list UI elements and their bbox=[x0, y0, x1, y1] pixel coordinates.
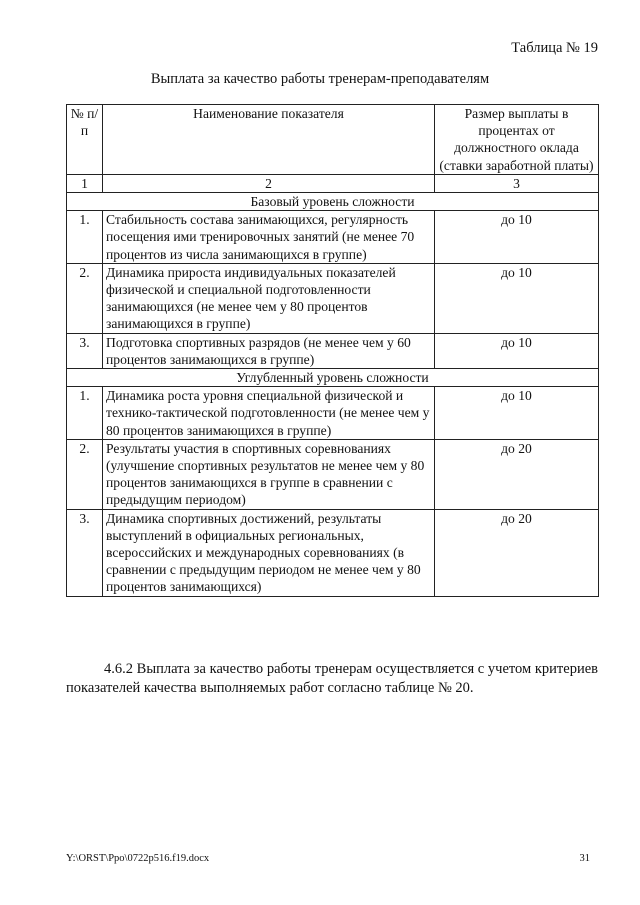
footer-file-path: Y:\ORST\Ppo\0722p516.f19.docx bbox=[66, 853, 210, 864]
section-title: Углубленный уровень сложности bbox=[67, 369, 599, 387]
table-row bbox=[67, 333, 599, 368]
row-number: 2. bbox=[67, 263, 103, 333]
header-num: № п/п bbox=[67, 105, 103, 175]
index-row bbox=[67, 174, 599, 192]
section-row-advanced bbox=[67, 369, 599, 387]
header-size: Размер выплаты в процентах от должностного оклада (ставки заработной платы) bbox=[435, 105, 599, 175]
table-number: Таблица № 19 bbox=[511, 40, 598, 56]
row-number: 1. bbox=[67, 211, 103, 264]
row-value: до 10 bbox=[435, 263, 599, 333]
row-indicator: Динамика роста уровня специальной физической и технико-тактической подготовленности (не менее чем у 80 процентов занимающихся в группе) bbox=[103, 387, 435, 440]
index-cell-1: 1 bbox=[67, 174, 103, 192]
row-value: до 20 bbox=[435, 439, 599, 509]
index-cell-3: 3 bbox=[435, 174, 599, 192]
section-title: Базовый уровень сложности bbox=[67, 193, 599, 211]
section-row-basic bbox=[67, 193, 599, 211]
body-paragraph: 4.6.2 Выплата за качество работы тренерам осуществляется с учетом критериев показателей качества выполняемых работ согласно таблице № 20. bbox=[66, 661, 598, 696]
row-number: 3. bbox=[67, 333, 103, 368]
row-indicator: Динамика спортивных достижений, результаты выступлений в официальных региональных, всероссийских и международных соревнованиях (в сравнении с предыдущим периодом не менее чем у 80 процентов занимающихся) bbox=[103, 509, 435, 596]
row-indicator: Динамика прироста индивидуальных показателей физической и специальной подготовленности занимающихся (не менее чем у 80 процентов занимающихся в группе) bbox=[103, 263, 435, 333]
row-number: 3. bbox=[67, 509, 103, 596]
row-indicator: Результаты участия в спортивных соревнованиях (улучшение спортивных результатов не менее чем у 80 процентов занимающихся в группе в сравнении с предыдущим периодом) bbox=[103, 439, 435, 509]
table-title: Выплата за качество работы тренерам-преподавателям bbox=[150, 71, 490, 87]
row-number: 1. bbox=[67, 387, 103, 440]
table-row bbox=[67, 439, 599, 509]
row-indicator: Подготовка спортивных разрядов (не менее чем у 60 процентов занимающихся в группе) bbox=[103, 333, 435, 368]
payment-table bbox=[66, 104, 599, 597]
row-value: до 10 bbox=[435, 387, 599, 440]
footer-page-number: 31 bbox=[579, 853, 590, 864]
table-row bbox=[67, 211, 599, 264]
table-row bbox=[67, 387, 599, 440]
row-value: до 10 bbox=[435, 333, 599, 368]
row-indicator: Стабильность состава занимающихся, регулярность посещения ими тренировочных занятий (не менее 70 процентов из числа занимающихся в группе) bbox=[103, 211, 435, 264]
index-cell-2: 2 bbox=[103, 174, 435, 192]
row-value: до 20 bbox=[435, 509, 599, 596]
header-name: Наименование показателя bbox=[103, 105, 435, 175]
table-row bbox=[67, 263, 599, 333]
row-value: до 10 bbox=[435, 211, 599, 264]
row-number: 2. bbox=[67, 439, 103, 509]
header-row bbox=[67, 105, 599, 175]
table-row bbox=[67, 509, 599, 596]
